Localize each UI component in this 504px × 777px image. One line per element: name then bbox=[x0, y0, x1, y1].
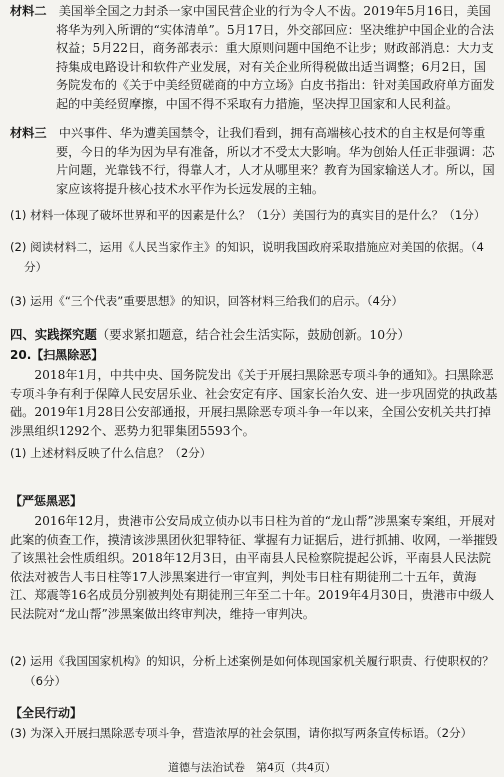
material-3 bbox=[10, 124, 498, 198]
part2-title: 【严惩黑恶】 bbox=[10, 494, 83, 508]
material-2-label: 材料二 bbox=[10, 4, 47, 18]
page-footer: 道德与法治试卷 第4页（共4页） bbox=[168, 761, 336, 774]
question-text: (1) 上述材料反映了什么信息？（2分） bbox=[10, 446, 212, 460]
question-text: (3) 为深入开展扫黑除恶专项斗争，营造浓厚的社会氛围，请你拟写两条宣传标语。（2分） bbox=[10, 726, 473, 740]
question-19-3 bbox=[10, 292, 498, 312]
part2-heading bbox=[10, 492, 498, 510]
question-number: 20. bbox=[10, 348, 32, 362]
question-19-2 bbox=[10, 238, 498, 277]
part1-text: 2018年1月，中共中央、国务院发出《关于开展扫黑除恶专项斗争的通知》。扫黑除恶专项斗争有利于保障人民安居乐业、社会安定有序、国家长治久安、进一步巩固党的执政基础。2019年1月28日公安部通报，开展扫黑除恶专项斗争一年以来，全国公安机关共打掉涉黑组织1292个、恶势力犯罪集团5593个。 bbox=[10, 368, 498, 438]
section-4-title: 四、实践探究题 bbox=[10, 327, 97, 342]
part2-question bbox=[10, 652, 498, 691]
section-4-heading bbox=[10, 326, 498, 345]
part1-body bbox=[10, 366, 498, 440]
part3-question bbox=[10, 724, 498, 744]
part2-body bbox=[10, 512, 498, 623]
question-text: (2) 运用《我国国家机构》的知识，分析上述案例是如何体现国家机关履行职责、行使职权的？（6分） bbox=[10, 654, 494, 688]
question-19-1 bbox=[10, 206, 498, 226]
question-text: (3) 运用《“三个代表”重要思想》的知识，回答材料三给我们的启示。（4分） bbox=[10, 294, 404, 308]
section-4-note: （要求紧扣题意，结合社会生活实际，鼓励创新。10分） bbox=[96, 327, 410, 342]
part1-question bbox=[10, 444, 498, 464]
part2-text: 2016年12月，贵港市公安局成立侦办以韦日柱为首的“龙山帮”涉黑案专案组，开展对此案的侦查工作，摸清该涉黑团伙犯罪特征、掌握有力证据后，进行抓捕、收网，一举摧毁了该黑社会性质组织。2018年12月3日，由平南县人民检察院提起公诉，平南县人民法院依法对被告人韦日柱等17人涉黑案进行一审宣判，判处韦日柱有期徒刑二十五年，黄海江、郑震等16名成员分别被判处有期徒刑三年至二十年。2019年4月30日，贵港市中级人民法院对“龙山帮”涉黑案做出终审判决，维持一审判决。 bbox=[10, 514, 498, 621]
material-2-text: 美国举全国之力封杀一家中国民营企业的行为令人不齿。2019年5月16日，美国将华为列入所谓的“实体清单”。5月17日，外交部回应：坚决维护中国企业的合法权益；5月22日，商务部表示：重大原则问题中国绝不让步；财政部消息：大力支持集成电路设计和软件产业发展，对有关企业所得税做出适当调整；6月2日，国务院发布的《关于中美经贸磋商的中方立场》白皮书指出：针对美国政府单方面发起的中美经贸摩擦，中国不得不采取有力措施，坚决捍卫国家和人民利益。 bbox=[56, 4, 495, 111]
question-20-header bbox=[10, 346, 498, 364]
part3-heading bbox=[10, 704, 498, 722]
part3-title: 【全民行动】 bbox=[10, 706, 83, 720]
material-3-text: 中兴事件、华为遭美国禁令，让我们看到，拥有高端核心技术的自主权是何等重要，今日的华为因为早有准备，所以才不受太大影响。华为创始人任正非强调：芯片问题，光靠钱不行，得靠人才，人才从哪里来？教育为国家输送人才。所以，国家应该将提升核心技术水平作为长远发展的主轴。 bbox=[56, 126, 495, 196]
question-text: (1) 材料一体现了破坏世界和平的因素是什么？（1分）美国行为的真实目的是什么？（1分） bbox=[10, 208, 486, 222]
question-text: (2) 阅读材料二，运用《人民当家作主》的知识，说明我国政府采取措施应对美国的依据。（4分） bbox=[10, 240, 484, 274]
part1-title: 【扫黑除恶】 bbox=[31, 348, 104, 362]
material-2 bbox=[10, 2, 498, 113]
material-3-label: 材料三 bbox=[10, 126, 47, 140]
